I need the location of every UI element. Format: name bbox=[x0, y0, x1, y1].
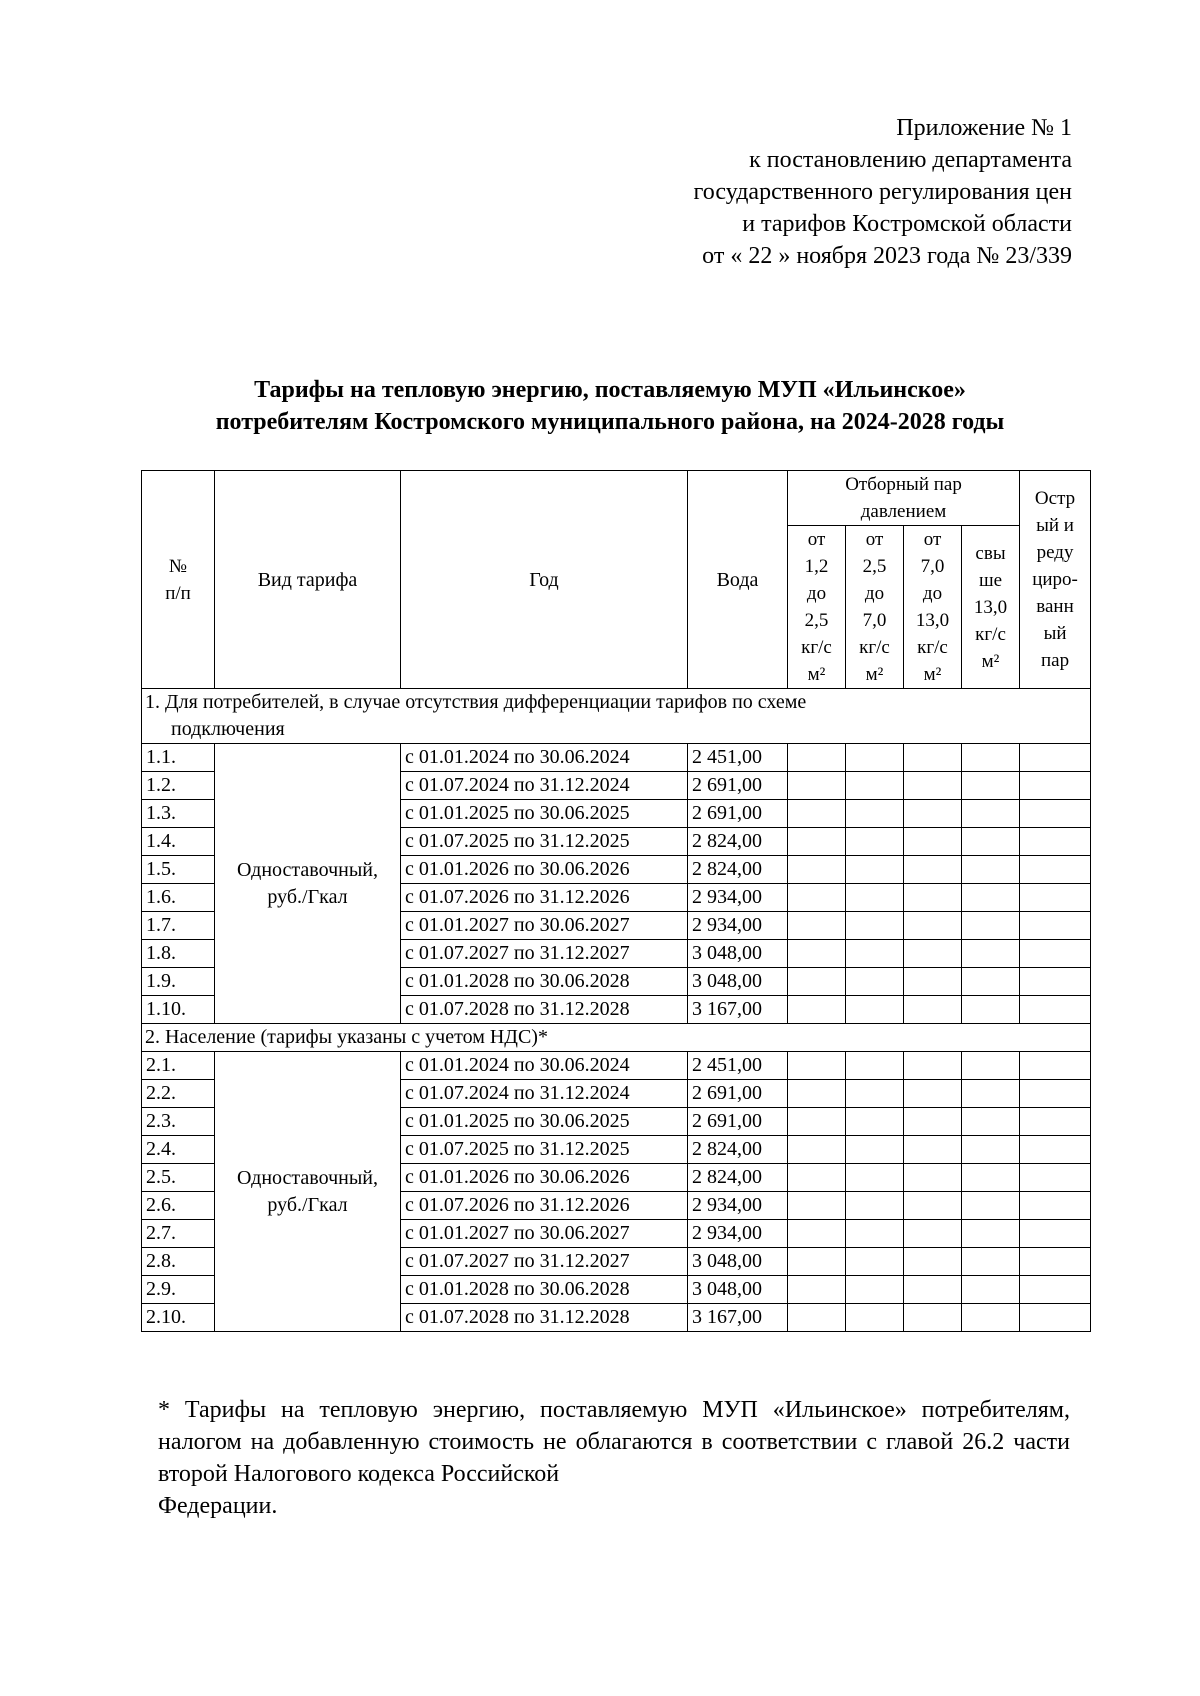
water-value: 3 167,00 bbox=[688, 996, 788, 1024]
title-line: Тарифы на тепловую энергию, поставляемую МУП «Ильинское» bbox=[254, 377, 966, 403]
empty-cell bbox=[846, 772, 904, 800]
empty-cell bbox=[788, 1248, 846, 1276]
header-steam-line: 2,5 bbox=[862, 556, 887, 577]
empty-cell bbox=[962, 968, 1020, 996]
row-number: 1.8. bbox=[142, 940, 215, 968]
empty-cell bbox=[904, 1304, 962, 1332]
empty-cell bbox=[846, 856, 904, 884]
header-steam-line: свы bbox=[975, 542, 1006, 564]
empty-cell bbox=[904, 1080, 962, 1108]
empty-cell bbox=[962, 772, 1020, 800]
empty-cell bbox=[962, 1248, 1020, 1276]
water-value: 3 167,00 bbox=[688, 1304, 788, 1332]
water-value: 3 048,00 bbox=[688, 1248, 788, 1276]
empty-cell bbox=[846, 1108, 904, 1136]
empty-cell bbox=[962, 1192, 1020, 1220]
row-number: 2.4. bbox=[142, 1136, 215, 1164]
empty-cell bbox=[788, 1220, 846, 1248]
header-steam-line: кг/с bbox=[975, 623, 1006, 645]
header-steam-line: 1,2 bbox=[804, 556, 829, 577]
header-steam-line: до bbox=[806, 583, 827, 604]
header-number-line: № bbox=[168, 555, 188, 577]
tariff-type-line: руб./Гкал bbox=[267, 885, 348, 908]
empty-cell bbox=[962, 1276, 1020, 1304]
empty-cell bbox=[962, 1108, 1020, 1136]
header-steam-line: от bbox=[923, 529, 942, 550]
header-steam-line: кг/с bbox=[917, 637, 948, 658]
empty-cell bbox=[788, 1276, 846, 1304]
water-value: 3 048,00 bbox=[688, 1276, 788, 1304]
header-sharp-steam-line: ый и bbox=[1036, 515, 1074, 536]
empty-cell bbox=[962, 856, 1020, 884]
water-value: 2 451,00 bbox=[688, 1052, 788, 1080]
header-year: Год bbox=[401, 471, 688, 689]
empty-cell bbox=[788, 884, 846, 912]
header-steam-line: кг/с bbox=[859, 637, 890, 658]
empty-cell bbox=[846, 968, 904, 996]
empty-cell bbox=[788, 1192, 846, 1220]
empty-cell bbox=[1020, 912, 1091, 940]
empty-cell bbox=[904, 800, 962, 828]
period-cell: с 01.07.2024 по 31.12.2024 bbox=[401, 1080, 688, 1108]
empty-cell bbox=[904, 996, 962, 1024]
empty-cell bbox=[846, 1220, 904, 1248]
appendix-block bbox=[552, 112, 1072, 272]
empty-cell bbox=[788, 772, 846, 800]
row-number: 2.5. bbox=[142, 1164, 215, 1192]
empty-cell bbox=[846, 1164, 904, 1192]
empty-cell bbox=[1020, 1080, 1091, 1108]
table-row bbox=[142, 744, 1091, 772]
header-sharp-steam-line: Остр bbox=[1034, 488, 1076, 509]
empty-cell bbox=[1020, 744, 1091, 772]
empty-cell bbox=[1020, 1248, 1091, 1276]
water-value: 2 824,00 bbox=[688, 828, 788, 856]
row-number: 1.2. bbox=[142, 772, 215, 800]
period-cell: с 01.01.2025 по 30.06.2025 bbox=[401, 800, 688, 828]
period-cell: с 01.07.2024 по 31.12.2024 bbox=[401, 772, 688, 800]
header-steam-line: 2,5 bbox=[804, 610, 829, 631]
section-title bbox=[142, 689, 1091, 744]
appendix-line: и тарифов Костромской области bbox=[742, 211, 1072, 237]
water-value: 3 048,00 bbox=[688, 940, 788, 968]
header-sharp-steam bbox=[1020, 471, 1091, 689]
header-steam-line: до bbox=[922, 583, 943, 604]
water-value: 2 691,00 bbox=[688, 1080, 788, 1108]
empty-cell bbox=[1020, 1164, 1091, 1192]
table-row bbox=[142, 1052, 1091, 1080]
header-steam-line: 13,0 bbox=[915, 610, 950, 631]
empty-cell bbox=[1020, 996, 1091, 1024]
appendix-line: государственного регулирования цен bbox=[693, 179, 1072, 205]
tariff-type-cell bbox=[215, 1052, 401, 1332]
empty-cell bbox=[904, 1136, 962, 1164]
empty-cell bbox=[788, 912, 846, 940]
empty-cell bbox=[904, 1108, 962, 1136]
row-number: 1.7. bbox=[142, 912, 215, 940]
empty-cell bbox=[962, 1136, 1020, 1164]
tariff-type-line: Одноставочный, bbox=[237, 1166, 378, 1189]
empty-cell bbox=[846, 1136, 904, 1164]
empty-cell bbox=[846, 800, 904, 828]
empty-cell bbox=[846, 940, 904, 968]
appendix-line: Приложение № 1 bbox=[896, 115, 1072, 141]
empty-cell bbox=[1020, 772, 1091, 800]
empty-cell bbox=[788, 1304, 846, 1332]
empty-cell bbox=[962, 940, 1020, 968]
header-tariff-type: Вид тарифа bbox=[215, 471, 401, 689]
empty-cell bbox=[1020, 1052, 1091, 1080]
empty-cell bbox=[1020, 1276, 1091, 1304]
period-cell: с 01.01.2024 по 30.06.2024 bbox=[401, 1052, 688, 1080]
period-cell: с 01.07.2027 по 31.12.2027 bbox=[401, 1248, 688, 1276]
header-steam-line: ше bbox=[978, 569, 1003, 591]
period-cell: с 01.01.2026 по 30.06.2026 bbox=[401, 1164, 688, 1192]
period-cell: с 01.01.2027 по 30.06.2027 bbox=[401, 1220, 688, 1248]
empty-cell bbox=[846, 744, 904, 772]
header-steam-group bbox=[788, 471, 1020, 526]
empty-cell bbox=[904, 1192, 962, 1220]
empty-cell bbox=[846, 1080, 904, 1108]
row-number: 1.5. bbox=[142, 856, 215, 884]
empty-cell bbox=[788, 1108, 846, 1136]
tariff-type-cell bbox=[215, 744, 401, 1024]
period-cell: с 01.07.2028 по 31.12.2028 bbox=[401, 996, 688, 1024]
empty-cell bbox=[846, 828, 904, 856]
row-number: 2.3. bbox=[142, 1108, 215, 1136]
header-steam-pressure-2 bbox=[846, 526, 904, 689]
section-title-line: 1. Для потребителей, в случае отсутствия дифференциации тарифов по схеме bbox=[145, 691, 807, 713]
empty-cell bbox=[788, 968, 846, 996]
section-title-line: подключения bbox=[171, 718, 285, 740]
empty-cell bbox=[904, 856, 962, 884]
water-value: 2 824,00 bbox=[688, 1136, 788, 1164]
appendix-line: от « 22 » ноября 2023 года № 23/339 bbox=[702, 243, 1072, 269]
empty-cell bbox=[788, 800, 846, 828]
water-value: 2 824,00 bbox=[688, 856, 788, 884]
empty-cell bbox=[962, 1220, 1020, 1248]
header-steam-line: 7,0 bbox=[920, 556, 945, 577]
appendix-line: к постановлению департамента bbox=[749, 147, 1072, 173]
water-value: 2 934,00 bbox=[688, 1220, 788, 1248]
period-cell: с 01.01.2028 по 30.06.2028 bbox=[401, 1276, 688, 1304]
empty-cell bbox=[846, 1248, 904, 1276]
empty-cell bbox=[904, 1052, 962, 1080]
period-cell: с 01.07.2026 по 31.12.2026 bbox=[401, 884, 688, 912]
header-number-line: п/п bbox=[165, 582, 191, 604]
empty-cell bbox=[1020, 800, 1091, 828]
header-sharp-steam-line: ый bbox=[1043, 623, 1067, 644]
empty-cell bbox=[1020, 1220, 1091, 1248]
empty-cell bbox=[962, 1052, 1020, 1080]
empty-cell bbox=[788, 1164, 846, 1192]
empty-cell bbox=[846, 1192, 904, 1220]
header-steam-pressure-4 bbox=[962, 526, 1020, 689]
empty-cell bbox=[904, 1220, 962, 1248]
empty-cell bbox=[846, 912, 904, 940]
empty-cell bbox=[962, 1080, 1020, 1108]
header-steam-line: 7,0 bbox=[862, 610, 887, 631]
period-cell: с 01.01.2025 по 30.06.2025 bbox=[401, 1108, 688, 1136]
period-cell: с 01.01.2028 по 30.06.2028 bbox=[401, 968, 688, 996]
empty-cell bbox=[788, 1136, 846, 1164]
empty-cell bbox=[1020, 1192, 1091, 1220]
empty-cell bbox=[846, 996, 904, 1024]
period-cell: с 01.01.2026 по 30.06.2026 bbox=[401, 856, 688, 884]
row-number: 1.1. bbox=[142, 744, 215, 772]
water-value: 2 691,00 bbox=[688, 772, 788, 800]
empty-cell bbox=[1020, 1108, 1091, 1136]
header-steam-line: м² bbox=[865, 664, 884, 685]
row-number: 2.6. bbox=[142, 1192, 215, 1220]
water-value: 2 934,00 bbox=[688, 1192, 788, 1220]
empty-cell bbox=[788, 940, 846, 968]
empty-cell bbox=[846, 1276, 904, 1304]
row-number: 1.10. bbox=[142, 996, 215, 1024]
tariff-table bbox=[141, 470, 1091, 1332]
water-value: 2 691,00 bbox=[688, 800, 788, 828]
row-number: 2.1. bbox=[142, 1052, 215, 1080]
empty-cell bbox=[1020, 828, 1091, 856]
header-steam-line: до bbox=[864, 583, 885, 604]
water-value: 2 451,00 bbox=[688, 744, 788, 772]
empty-cell bbox=[962, 912, 1020, 940]
empty-cell bbox=[904, 968, 962, 996]
empty-cell bbox=[904, 912, 962, 940]
empty-cell bbox=[904, 828, 962, 856]
header-steam-line: кг/с bbox=[801, 637, 832, 658]
row-number: 2.9. bbox=[142, 1276, 215, 1304]
empty-cell bbox=[962, 800, 1020, 828]
empty-cell bbox=[904, 884, 962, 912]
empty-cell bbox=[788, 828, 846, 856]
header-steam-pressure-3 bbox=[904, 526, 962, 689]
empty-cell bbox=[962, 1304, 1020, 1332]
empty-cell bbox=[846, 884, 904, 912]
period-cell: с 01.07.2025 по 31.12.2025 bbox=[401, 1136, 688, 1164]
header-steam-line: от bbox=[865, 529, 884, 550]
empty-cell bbox=[788, 744, 846, 772]
section-row bbox=[142, 689, 1091, 744]
header-steam-line: м² bbox=[923, 664, 942, 685]
row-number: 1.3. bbox=[142, 800, 215, 828]
section-title bbox=[142, 1024, 1091, 1052]
title-line: потребителям Костромского муниципального района, на 2024-2028 годы bbox=[215, 409, 1005, 435]
empty-cell bbox=[962, 744, 1020, 772]
empty-cell bbox=[1020, 968, 1091, 996]
footnote-text: * Тарифы на тепловую энергию, поставляемую МУП «Ильинское» потребителям, налогом на добавленную стоимость не облагаются в соответствии с главой 26.2 части второй Налогового кодекса Российской bbox=[158, 1397, 1070, 1487]
header-steam-line: 13,0 bbox=[973, 596, 1008, 618]
empty-cell bbox=[846, 1052, 904, 1080]
header-steam-pressure-1 bbox=[788, 526, 846, 689]
empty-cell bbox=[1020, 940, 1091, 968]
tariff-type-line: Одноставочный, bbox=[237, 858, 378, 881]
empty-cell bbox=[788, 856, 846, 884]
row-number: 1.9. bbox=[142, 968, 215, 996]
row-number: 1.4. bbox=[142, 828, 215, 856]
empty-cell bbox=[904, 1248, 962, 1276]
header-steam-group-line: давлением bbox=[860, 501, 947, 522]
empty-cell bbox=[1020, 884, 1091, 912]
header-sharp-steam-line: циро- bbox=[1032, 569, 1078, 590]
header-steam-line: м² bbox=[807, 664, 826, 685]
empty-cell bbox=[904, 1276, 962, 1304]
water-value: 3 048,00 bbox=[688, 968, 788, 996]
document-title bbox=[140, 374, 1080, 438]
water-value: 2 934,00 bbox=[688, 884, 788, 912]
header-steam-group-line: Отборный пар bbox=[845, 474, 962, 495]
empty-cell bbox=[1020, 1136, 1091, 1164]
row-number: 2.10. bbox=[142, 1304, 215, 1332]
tariff-type-line: руб./Гкал bbox=[267, 1193, 348, 1216]
empty-cell bbox=[962, 996, 1020, 1024]
empty-cell bbox=[846, 1304, 904, 1332]
footnote-text-end: Федерации. bbox=[158, 1493, 278, 1519]
empty-cell bbox=[788, 996, 846, 1024]
row-number: 2.2. bbox=[142, 1080, 215, 1108]
water-value: 2 691,00 bbox=[688, 1108, 788, 1136]
header-sharp-steam-line: ванн bbox=[1036, 596, 1074, 617]
header-sharp-steam-line: пар bbox=[1040, 650, 1070, 671]
empty-cell bbox=[788, 1052, 846, 1080]
empty-cell bbox=[962, 1164, 1020, 1192]
empty-cell bbox=[904, 940, 962, 968]
period-cell: с 01.01.2024 по 30.06.2024 bbox=[401, 744, 688, 772]
header-sharp-steam-line: реду bbox=[1036, 542, 1074, 563]
empty-cell bbox=[904, 772, 962, 800]
water-value: 2 934,00 bbox=[688, 912, 788, 940]
empty-cell bbox=[962, 884, 1020, 912]
period-cell: с 01.07.2028 по 31.12.2028 bbox=[401, 1304, 688, 1332]
empty-cell bbox=[1020, 1304, 1091, 1332]
row-number: 2.7. bbox=[142, 1220, 215, 1248]
period-cell: с 01.07.2026 по 31.12.2026 bbox=[401, 1192, 688, 1220]
empty-cell bbox=[1020, 856, 1091, 884]
header-number bbox=[142, 471, 215, 689]
header-steam-line: м² bbox=[981, 650, 1000, 672]
period-cell: с 01.07.2027 по 31.12.2027 bbox=[401, 940, 688, 968]
water-value: 2 824,00 bbox=[688, 1164, 788, 1192]
section-title-line: 2. Население (тарифы указаны с учетом НДС)* bbox=[145, 1026, 548, 1048]
row-number: 2.8. bbox=[142, 1248, 215, 1276]
row-number: 1.6. bbox=[142, 884, 215, 912]
period-cell: с 01.07.2025 по 31.12.2025 bbox=[401, 828, 688, 856]
header-steam-line: от bbox=[807, 529, 826, 550]
footnote bbox=[158, 1394, 1070, 1522]
section-row bbox=[142, 1024, 1091, 1052]
period-cell: с 01.01.2027 по 30.06.2027 bbox=[401, 912, 688, 940]
empty-cell bbox=[962, 828, 1020, 856]
header-water: Вода bbox=[688, 471, 788, 689]
empty-cell bbox=[904, 744, 962, 772]
empty-cell bbox=[788, 1080, 846, 1108]
empty-cell bbox=[904, 1164, 962, 1192]
